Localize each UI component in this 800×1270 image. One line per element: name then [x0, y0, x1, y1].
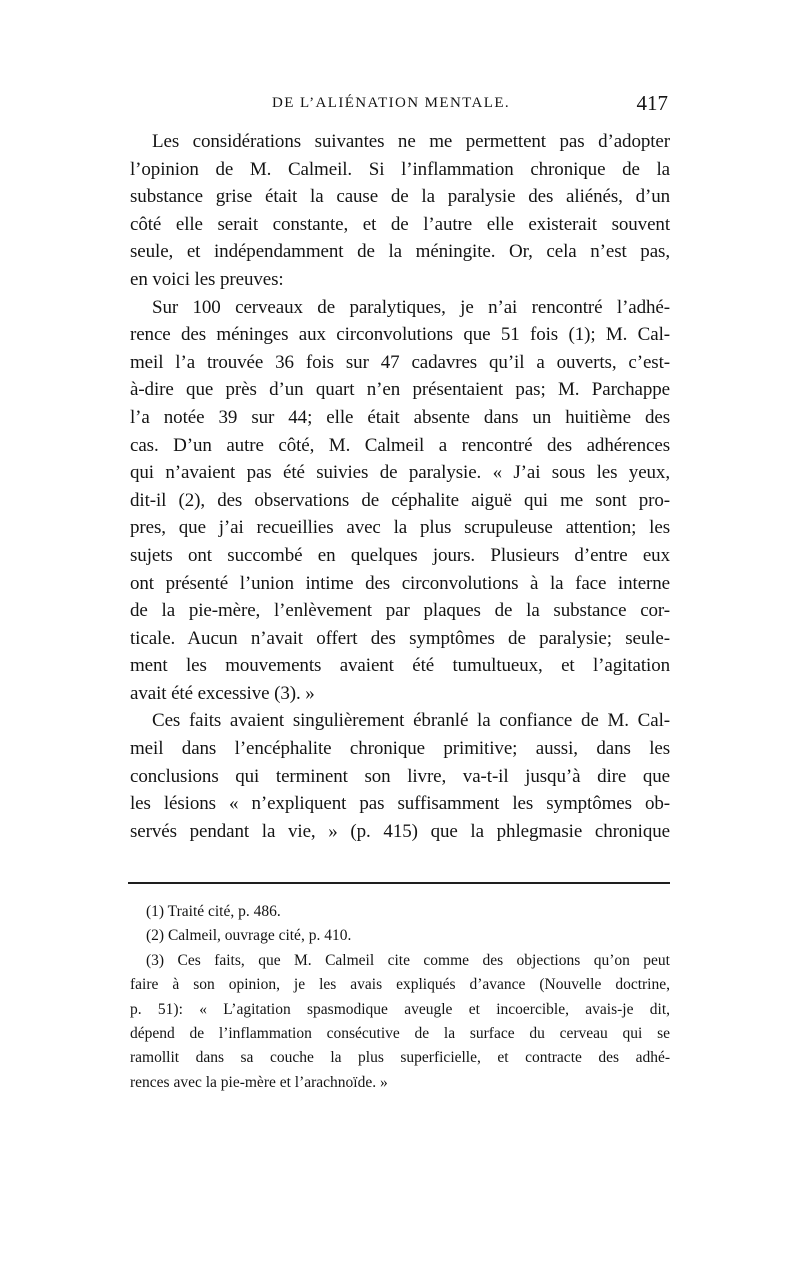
footnote-line: p. 51): « L’agitation spasmodique aveugle et incoercible, avais-je dit,: [130, 1000, 670, 1018]
text-line: meil dans l’encéphalite chronique primitive; aussi, dans les: [130, 738, 670, 760]
text-line: meil l’a trouvée 36 fois sur 47 cadavres qu’il a ouverts, c’est-: [130, 351, 670, 373]
text-line: substance grise était la cause de la paralysie des aliénés, d’un: [130, 186, 670, 208]
text-line: avait été excessive (3). »: [130, 682, 315, 704]
footnote-rule: [128, 882, 670, 884]
text-line: pres, que j’ai recueillies avec la plus scrupuleuse attention; les: [130, 517, 670, 539]
text-line: les lésions « n’expliquent pas suffisamment les symptômes ob-: [130, 793, 670, 815]
footnotes: [130, 900, 670, 1095]
text-line: dit-il (2), des observations de céphalite aiguë qui me sont pro-: [130, 489, 670, 511]
text-line: Sur 100 cerveaux de paralytiques, je n’ai rencontré l’adhé-: [152, 296, 670, 318]
text-line: ticale. Aucun n’avait offert des symptômes de paralysie; seule-: [130, 627, 670, 649]
running-title: DE L’ALIÉNATION MENTALE.: [272, 95, 511, 111]
footnote-line: (1) Traité cité, p. 486.: [146, 903, 281, 920]
text-line: à-dire que près d’un quart n’en présentaient pas; M. Parchappe: [130, 379, 670, 401]
text-line: sujets ont succombé en quelques jours. Plusieurs d’entre eux: [130, 544, 670, 566]
footnote-line: ramollit dans sa couche la plus superficielle, et contracte des adhé-: [130, 1049, 670, 1067]
footnote-line: (3) Ces faits, que M. Calmeil cite comme des objections qu’on peut: [146, 951, 670, 969]
text-line: Les considérations suivantes ne me permettent pas d’adopter: [152, 131, 670, 152]
footnote-line: dépend de l’inflammation consécutive de la surface du cerveau qui se: [130, 1024, 670, 1042]
text-line: seule, et indépendamment de la méningite. Or, cela n’est pas,: [130, 241, 670, 263]
text-line: qui n’avaient pas été suivies de paralysie. « J’ai sous les yeux,: [130, 462, 670, 484]
footnote-line: (2) Calmeil, ouvrage cité, p. 410.: [146, 927, 352, 945]
text-line: de la pie-mère, l’enlèvement par plaques de la substance cor-: [130, 600, 670, 622]
text-line: l’a notée 39 sur 44; elle était absente dans un huitième des: [130, 406, 670, 428]
text-line: rence des méninges aux circonvolutions que 51 fois (1); M. Cal-: [130, 324, 670, 346]
text-line: servés pendant la vie, » (p. 415) que la phlegmasie chronique: [130, 820, 670, 842]
footnote-line: rences avec la pie-mère et l’arachnoïde. »: [130, 1073, 388, 1091]
text-line: côté elle serait constante, et de l’autre elle existerait souvent: [130, 213, 670, 235]
body-text: [130, 128, 670, 845]
text-line: Ces faits avaient singulièrement ébranlé la confiance de M. Cal-: [152, 710, 670, 732]
text-line: ont présenté l’union intime des circonvolutions à la face interne: [130, 572, 670, 594]
footnote-line: faire à son opinion, je les avais expliqués d’avance (Nouvelle doctrine,: [130, 976, 670, 994]
text-line: conclusions qui terminent son livre, va-t-il jusqu’à dire que: [130, 765, 670, 787]
text-line: en voici les preuves:: [130, 268, 284, 290]
text-line: l’opinion de M. Calmeil. Si l’inflammation chronique de la: [130, 158, 670, 180]
text-line: cas. D’un autre côté, M. Calmeil a rencontré des adhérences: [130, 434, 670, 456]
text-line: ment les mouvements avaient été tumultueux, et l’agitation: [130, 655, 670, 677]
running-head: [130, 93, 668, 121]
page-number: 417: [636, 91, 668, 115]
